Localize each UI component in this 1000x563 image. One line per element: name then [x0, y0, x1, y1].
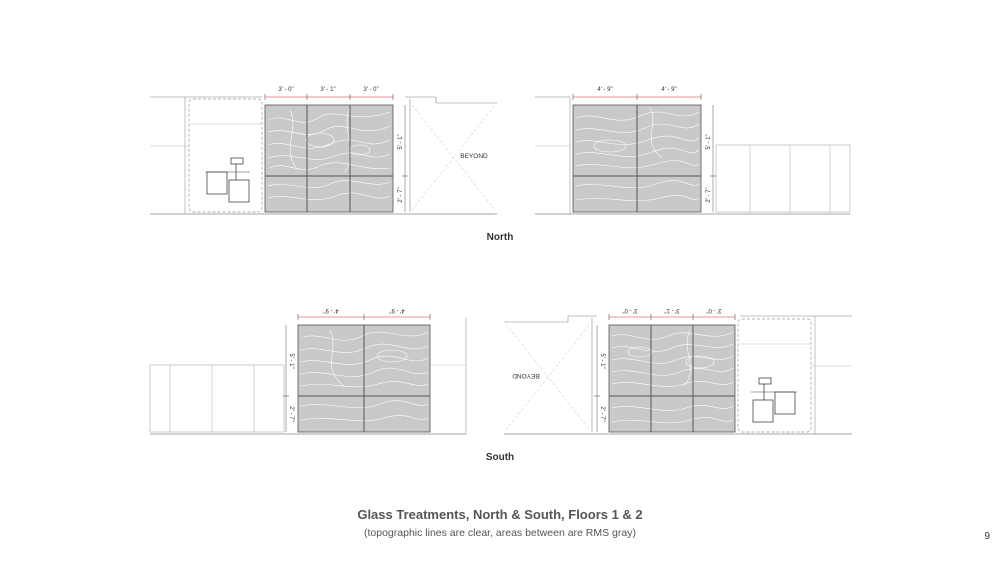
south-appliance-block: [753, 400, 773, 422]
south-left-width-2: 4' - 9": [389, 307, 405, 313]
north-left-width-3: 3' - 0": [363, 87, 379, 93]
south-right-height-1: 5' - 1": [599, 353, 605, 369]
slide-title: Glass Treatments, North & South, Floors 1 & 2: [357, 507, 643, 522]
north-left-width-1: 3' - 0": [278, 87, 294, 93]
south-right-glass: [609, 325, 735, 432]
slide-subtitle: (topographic lines are clear, areas between are RMS gray): [364, 527, 636, 539]
appliance-block: [207, 172, 227, 194]
north-label: North: [486, 232, 514, 243]
south-right-height-2: 2' - 7": [599, 406, 605, 422]
south-left-height-1: 5' - 1": [288, 353, 294, 369]
south-label: South: [485, 452, 515, 463]
south-right-elevation: [504, 307, 852, 434]
south-right-width-3: 3' - 0": [706, 307, 722, 313]
south-left-height-2: 2' - 7": [288, 406, 294, 422]
south-right-width-1: 3' - 0": [622, 307, 638, 313]
north-left-width-2: 3' - 1": [320, 87, 336, 93]
north-right-elevation: [535, 87, 850, 214]
north-right-width-1: 4' - 9": [597, 87, 613, 93]
north-left-glass: [265, 105, 393, 212]
south-beyond-label: BEYOND: [512, 372, 540, 379]
north-left-height-2: 2' - 7": [398, 187, 404, 203]
south-left-elevation: [150, 307, 466, 434]
south-left-width-1: 4' - 9": [323, 307, 339, 313]
north-right-height-2: 2' - 7": [706, 187, 712, 203]
north-right-width-2: 4' - 9": [661, 87, 677, 93]
south-right-width-2: 3' - 1": [664, 307, 680, 313]
north-right-height-1: 5' - 1": [706, 134, 712, 150]
page-number: 9: [984, 531, 990, 542]
north-left-elevation: [150, 87, 497, 214]
north-beyond-label: BEYOND: [460, 153, 488, 160]
north-left-height-1: 5' - 1": [398, 134, 404, 150]
